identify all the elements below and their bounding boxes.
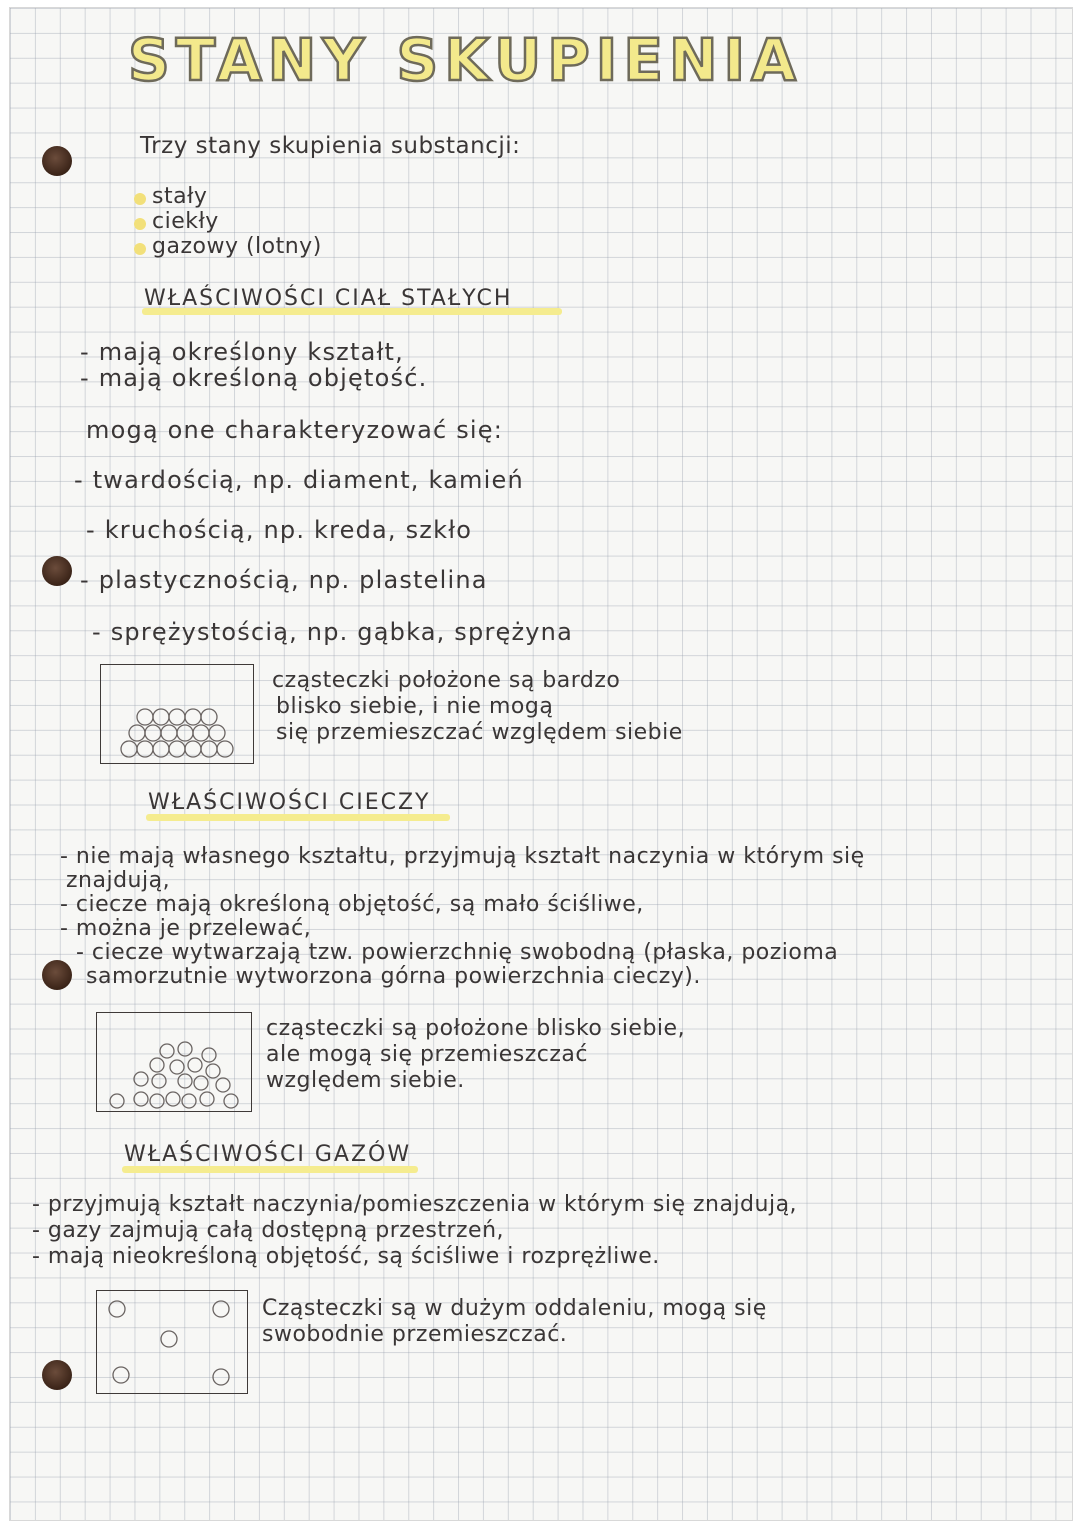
liquids-property: - można je przelewać, [60,916,312,941]
solid-particles-desc: blisko siebie, i nie mogą [276,694,554,719]
solid-particles-desc: cząsteczki położone są bardzo [272,668,621,693]
binder-hole [42,146,72,176]
bullet-dot [134,218,146,230]
binder-hole [42,960,72,990]
gas-particles-desc: swobodnie przemieszczać. [262,1322,568,1347]
liquid-particles [97,1013,251,1111]
bullet-dot [134,193,146,205]
liquids-heading: WŁAŚCIWOŚCI CIECZY [148,790,431,815]
binder-hole [42,556,72,586]
gases-property: - przyjmują kształt naczynia/pomieszczenia w którym się znajdują, [32,1192,798,1217]
solid-particles-diagram [100,664,254,764]
gas-particles-diagram [96,1290,248,1394]
page-title: STANY SKUPIENIA [128,26,802,94]
solids-trait: - kruchością, np. kreda, szkło [86,516,473,544]
solids-trait: - twardością, np. diament, kamień [74,466,524,494]
state-solid: stały [152,184,208,209]
liquids-property: znajdują, [66,868,171,893]
gases-property: - gazy zajmują całą dostępną przestrzeń, [32,1218,505,1243]
liquid-particles-desc: cząsteczki są położone blisko siebie, [266,1016,686,1041]
liquids-property: samorzutnie wytworzona górna powierzchnia cieczy). [86,964,701,989]
gases-heading: WŁAŚCIWOŚCI GAZÓW [124,1142,412,1167]
notebook-page [10,8,1072,1520]
liquid-particles-desc: ale mogą się przemieszczać [266,1042,588,1067]
liquids-property: - ciecze wytwarzają tzw. powierzchnię swobodną (płaska, pozioma [76,940,839,965]
solid-particles [101,665,253,763]
solids-characterize-intro: mogą one charakteryzować się: [86,416,504,444]
solids-trait: - plastycznością, np. plastelina [80,566,488,594]
gas-particles-desc: Cząsteczki są w dużym oddaleniu, mogą się [262,1296,767,1321]
gases-property: - mają nieokreśloną objętość, są ściśliwe i rozprężliwe. [32,1244,660,1269]
heading-highlight [146,814,450,821]
solids-property: - mają określony kształt, [80,338,404,366]
liquids-property: - ciecze mają określoną objętość, są mało ściśliwe, [60,892,644,917]
solid-particles-desc: się przemieszczać względem siebie [276,720,683,745]
liquid-particles-diagram [96,1012,252,1112]
solids-heading: WŁAŚCIWOŚCI CIAŁ STAŁYCH [144,286,513,311]
bullet-dot [134,243,146,255]
liquids-property: - nie mają własnego kształtu, przyjmują kształt naczynia w którym się [60,844,865,869]
liquid-particles-desc: względem siebie. [266,1068,465,1093]
state-gas: gazowy (lotny) [152,234,322,259]
gas-particles [97,1291,247,1393]
solids-trait: - sprężystością, np. gąbka, sprężyna [92,618,574,646]
binder-hole [42,1360,72,1390]
heading-highlight [122,1166,418,1173]
solids-property: - mają określoną objętość. [80,364,428,392]
intro-text: Trzy stany skupienia substancji: [140,133,521,159]
state-liquid: ciekły [152,209,219,234]
